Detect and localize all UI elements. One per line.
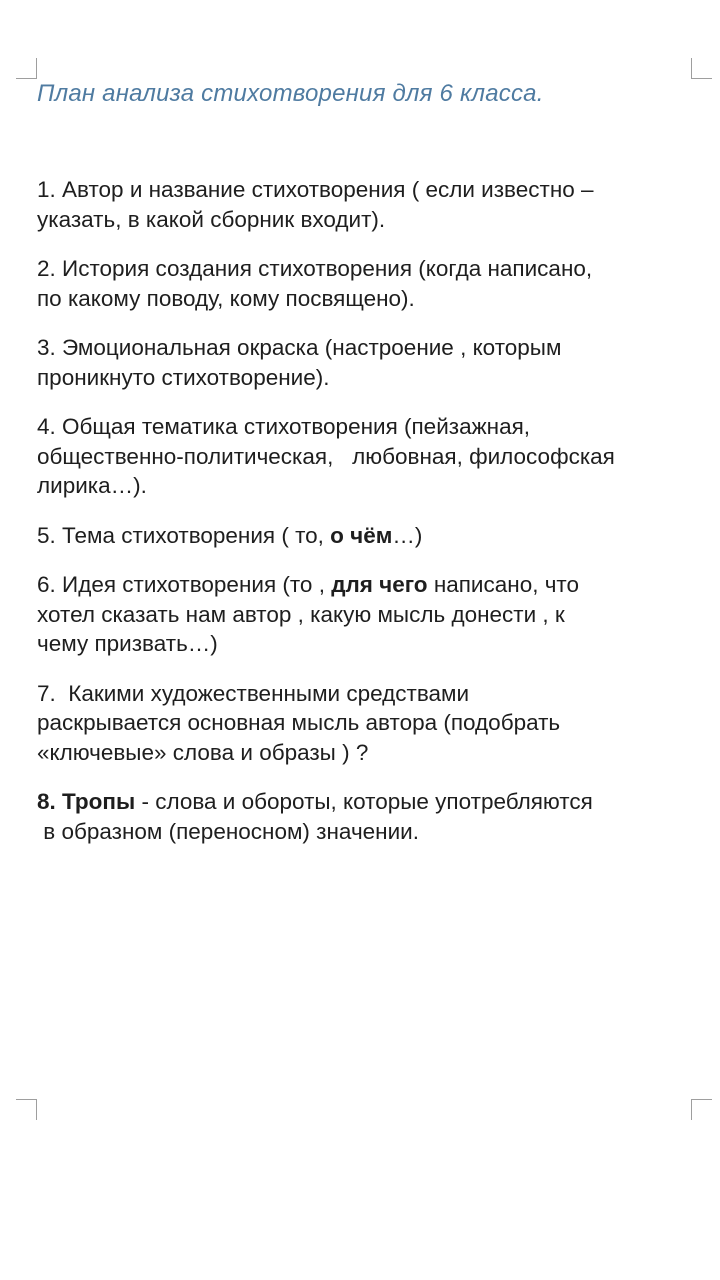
plain-text: 6. Идея стихотворения (то , bbox=[37, 572, 332, 597]
plan-item-line bbox=[37, 412, 707, 442]
plan-item-line bbox=[37, 205, 707, 235]
plan-item-7 bbox=[37, 679, 707, 768]
plan-item-line bbox=[37, 333, 707, 363]
emphasis-text: для чего bbox=[331, 572, 428, 597]
plain-text: 5. Тема стихотворения ( то, bbox=[37, 522, 331, 548]
page-corner-mark-top-left bbox=[16, 58, 37, 79]
plain-text: проникнуто стихотворение). bbox=[37, 364, 330, 390]
plan-item-line bbox=[37, 570, 707, 600]
plan-item-line bbox=[37, 284, 707, 314]
plain-text: 3. Эмоциональная окраска (настроение , которым bbox=[37, 335, 562, 360]
page-corner-mark-bottom-right bbox=[691, 1099, 712, 1120]
plain-text: - слова и обороты, которые употребляются bbox=[135, 789, 593, 814]
plan-item-line bbox=[37, 471, 707, 501]
plan-item-6 bbox=[37, 570, 707, 659]
emphasis-text: 8. Тропы bbox=[37, 789, 136, 814]
plain-text: в образном (переносном) значении. bbox=[37, 818, 419, 844]
plan-item-line bbox=[37, 254, 707, 284]
plain-text: лирика…). bbox=[37, 473, 147, 498]
plain-text: хотел сказать нам автор , какую мысль донести , к bbox=[37, 601, 565, 627]
plain-text: 7. Какими художественными средствами bbox=[37, 680, 470, 706]
page-corner-mark-bottom-left bbox=[16, 1099, 37, 1120]
plain-text: указать, в какой сборник входит). bbox=[37, 206, 386, 232]
plan-item-5 bbox=[37, 521, 707, 551]
plan-item-line bbox=[37, 787, 707, 817]
document-title: План анализа стихотворения для 6 класса. bbox=[37, 80, 544, 107]
plan-item-line bbox=[37, 600, 707, 630]
plan-item-line bbox=[37, 708, 707, 738]
plan-item-2 bbox=[37, 254, 707, 313]
plain-text: 2. История создания стихотворения (когда написано, bbox=[37, 256, 593, 281]
page-corner-mark-top-right bbox=[691, 58, 712, 79]
plan-item-8 bbox=[37, 787, 707, 846]
plan-item-line bbox=[37, 817, 707, 847]
plan-item-line bbox=[37, 442, 707, 472]
plain-text: раскрывается основная мысль автора (подобрать bbox=[37, 710, 561, 735]
plain-text: по какому поводу, кому посвящено). bbox=[37, 285, 415, 311]
plain-text: …) bbox=[392, 522, 423, 548]
plan-item-line bbox=[37, 629, 707, 659]
analysis-plan-list bbox=[37, 175, 707, 866]
plan-item-1 bbox=[37, 175, 707, 234]
plan-item-line bbox=[37, 521, 707, 551]
plan-item-4 bbox=[37, 412, 707, 501]
plain-text: чему призвать…) bbox=[37, 631, 218, 656]
plan-item-line bbox=[37, 738, 707, 768]
emphasis-text: о чём bbox=[330, 522, 393, 548]
plan-item-line bbox=[37, 175, 707, 205]
plan-item-line bbox=[37, 679, 707, 709]
plain-text: написано, что bbox=[427, 572, 579, 597]
plain-text: 4. Общая тематика стихотворения (пейзажная, bbox=[37, 414, 531, 439]
plan-item-line bbox=[37, 363, 707, 393]
plain-text: 1. Автор и название стихотворения ( если известно – bbox=[37, 177, 594, 202]
plan-item-3 bbox=[37, 333, 707, 392]
plain-text: общественно-политическая, любовная, философская bbox=[37, 443, 615, 469]
plain-text: «ключевые» слова и образы ) ? bbox=[37, 739, 369, 765]
